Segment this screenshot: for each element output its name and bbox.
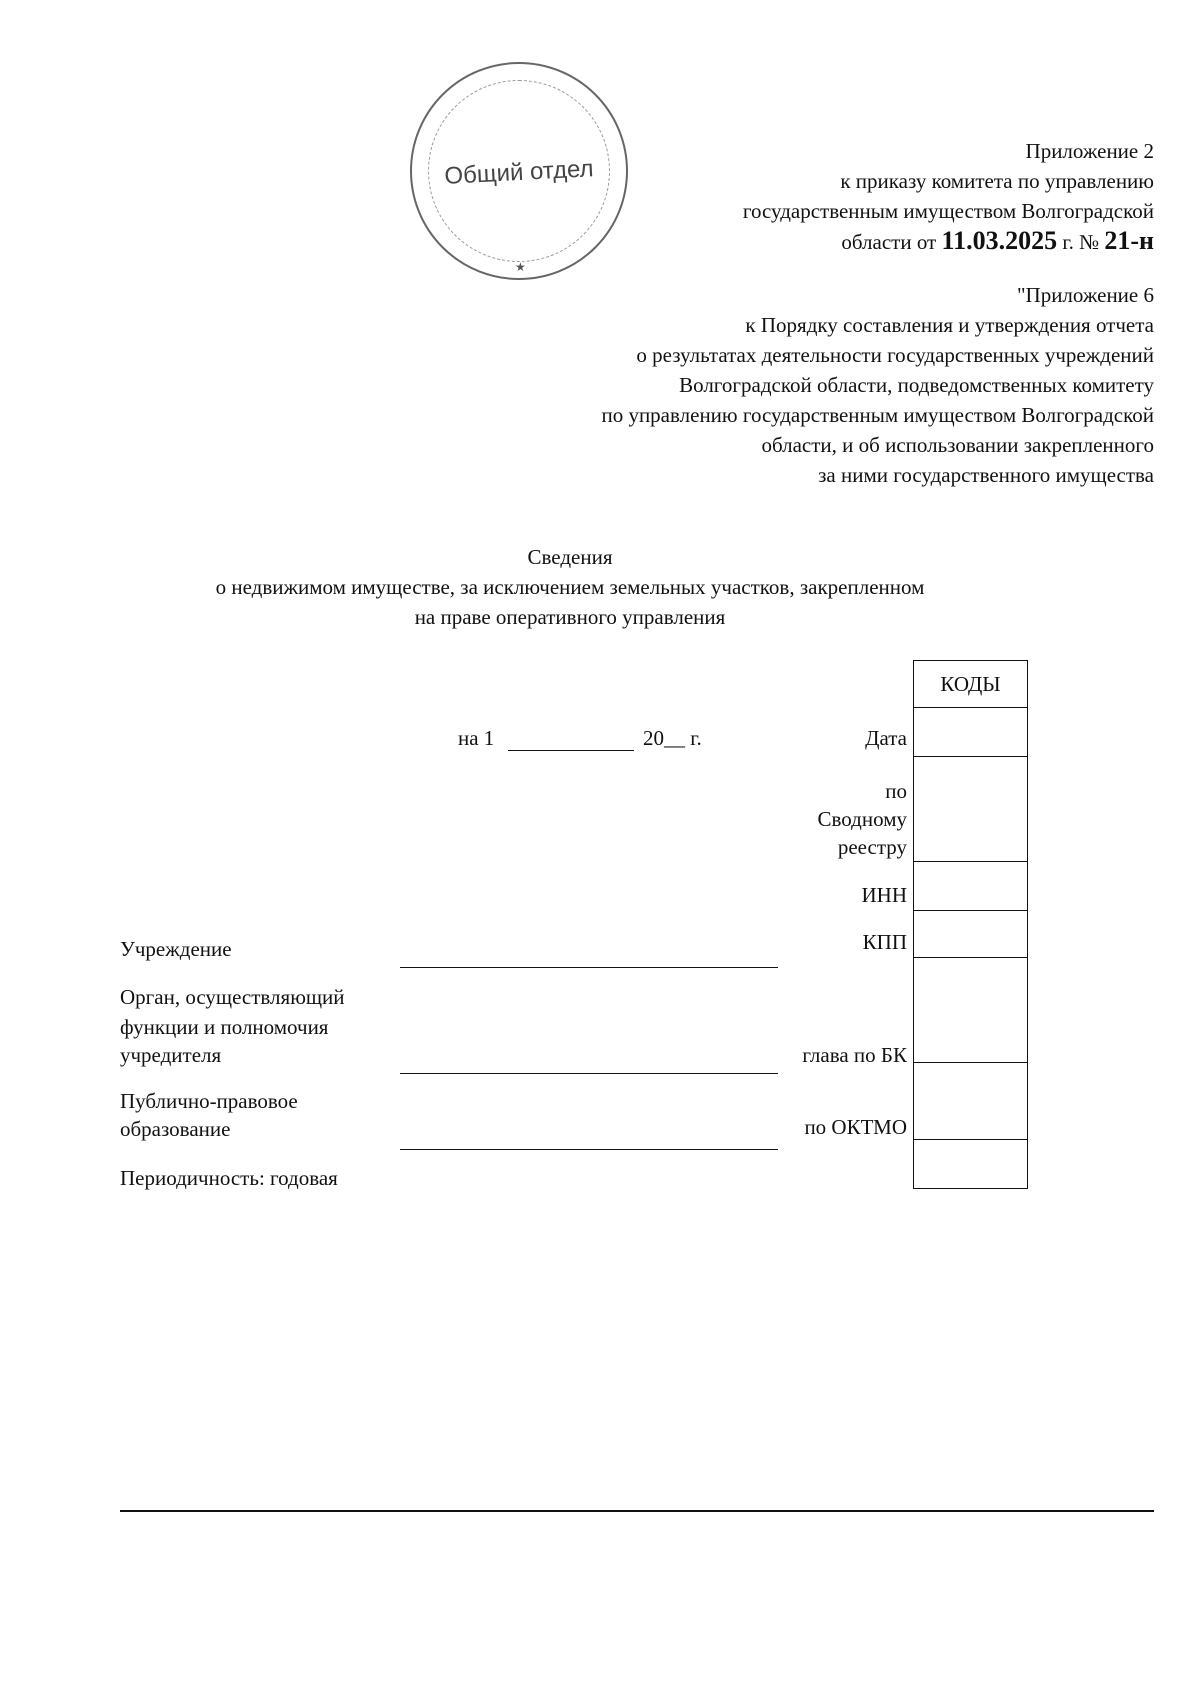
codes-header: КОДЫ	[914, 661, 1028, 708]
label-founder-line1: Орган, осуществляющий	[120, 985, 345, 1009]
label-inn: ИНН	[861, 883, 907, 907]
label-municipality-line2: образование	[120, 1117, 231, 1141]
municipality-field[interactable]	[400, 1149, 778, 1150]
label-founder-line3: учредителя	[120, 1043, 222, 1067]
institution-field[interactable]	[400, 967, 778, 968]
header-line: государственным имуществом Волгоградской	[742, 199, 1154, 223]
header-date-prefix: области от	[841, 230, 942, 254]
stamp	[410, 62, 628, 280]
stamp-text: Общий отдел	[443, 155, 595, 190]
label-date: Дата	[865, 726, 907, 750]
label-registry-line2: Сводному	[817, 807, 907, 831]
report-date-prefix: на 1	[458, 726, 495, 750]
annex-line: Волгоградской области, подведомственных комитету	[679, 373, 1154, 397]
title-line: на праве оперативного управления	[414, 605, 726, 629]
label-kpp: КПП	[862, 930, 907, 954]
code-cell-chapter[interactable]	[914, 958, 1028, 1063]
header-date-line	[743, 226, 1154, 257]
code-cell-kpp[interactable]	[914, 911, 1028, 958]
header-date-mid: г. №	[1057, 230, 1105, 254]
label-founder-line2: функции и полномочия	[120, 1015, 329, 1039]
annex-line: по управлению государственным имуществом Волгоградской	[601, 403, 1154, 427]
code-cell-registry[interactable]	[914, 757, 1028, 862]
label-institution: Учреждение	[120, 937, 232, 961]
document-title	[150, 542, 990, 632]
annex-line: о результатах деятельности государственных учреждений	[636, 343, 1154, 367]
order-number: 21-н	[1104, 226, 1154, 255]
label-registry-line1: по	[885, 779, 907, 803]
stamp-star-icon: ★	[515, 260, 526, 274]
bottom-divider	[120, 1510, 1154, 1512]
title-line: Сведения	[527, 545, 613, 569]
founder-field[interactable]	[400, 1073, 778, 1074]
report-date-blank[interactable]	[508, 750, 634, 751]
code-cell-inn[interactable]	[914, 862, 1028, 911]
annex-header	[601, 280, 1154, 490]
header-line: Приложение 2	[1025, 139, 1154, 163]
codes-table	[913, 660, 1028, 1189]
code-cell-oktmo[interactable]	[914, 1063, 1028, 1140]
code-cell-date[interactable]	[914, 708, 1028, 757]
label-chapter: глава по БК	[802, 1043, 907, 1067]
annex-line: "Приложение 6	[1016, 283, 1154, 307]
report-date-year: 20__ г.	[643, 726, 702, 750]
label-periodicity: Периодичность: годовая	[120, 1166, 338, 1190]
order-date: 11.03.2025	[941, 226, 1058, 255]
label-oktmo: по ОКТМО	[804, 1115, 907, 1139]
header-line: к приказу комитета по управлению	[840, 169, 1154, 193]
annex-line: за ними государственного имущества	[818, 463, 1154, 487]
annex-line: к Порядку составления и утверждения отчета	[745, 313, 1154, 337]
label-municipality-line1: Публично-правовое	[120, 1089, 298, 1113]
code-cell-periodicity[interactable]	[914, 1140, 1028, 1189]
label-registry-line3: реестру	[837, 835, 907, 859]
attachment-header	[743, 136, 1154, 257]
title-line: о недвижимом имуществе, за исключением земельных участков, закрепленном	[215, 575, 925, 599]
annex-line: области, и об использовании закрепленного	[761, 433, 1154, 457]
